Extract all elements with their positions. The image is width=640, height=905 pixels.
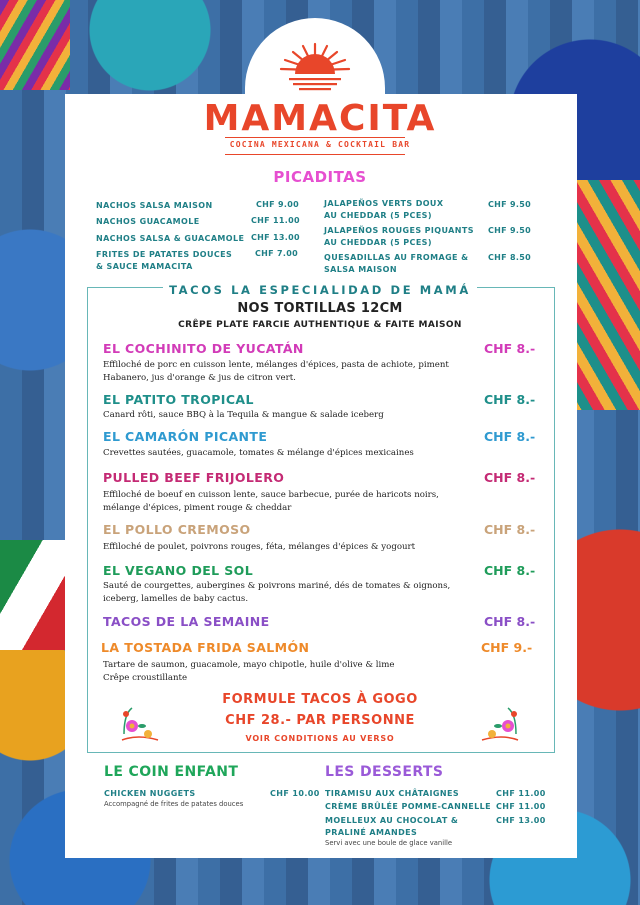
sun-logo-icon bbox=[275, 40, 355, 96]
taco-name: PULLED BEEF FRIJOLERO bbox=[103, 470, 285, 485]
taco-price: CHF 8.- bbox=[484, 563, 536, 578]
taco-description: Effiloché de boeuf en cuisson lente, sauce barbecue, purée de haricots noirs, bbox=[103, 490, 439, 500]
taco-name: EL VEGANO DEL SOL bbox=[103, 563, 254, 578]
taco-description-line2: Habanero, jus d'orange & jus de citron vert. bbox=[103, 373, 296, 383]
picadita-price: CHF 11.00 bbox=[251, 216, 300, 225]
dessert-price: CHF 13.00 bbox=[496, 816, 546, 825]
dessert-item: CRÈME BRÛLÉE POMME-CANNELLE bbox=[325, 802, 492, 811]
picadita-item: NACHOS SALSA MAISON bbox=[96, 201, 213, 210]
taco-name: EL PATITO TROPICAL bbox=[103, 392, 254, 407]
formule-title: FORMULE TACOS À GOGO bbox=[222, 692, 418, 707]
taco-price: CHF 9.- bbox=[481, 640, 533, 655]
desserts-title: LES DESSERTS bbox=[325, 764, 444, 780]
taco-price: CHF 8.- bbox=[484, 614, 536, 629]
picadita-item-line2: AU CHEDDAR (5 PCES) bbox=[324, 238, 432, 247]
dessert-note: Servi avec une boule de glace vanille bbox=[325, 839, 453, 847]
picadita-price: CHF 8.50 bbox=[488, 253, 531, 262]
picadita-item: FRITES DE PATATES DOUCES bbox=[96, 250, 233, 259]
taco-price: CHF 8.- bbox=[484, 392, 536, 407]
taco-price: CHF 8.- bbox=[484, 341, 536, 356]
taco-price: CHF 8.- bbox=[484, 429, 536, 444]
taco-name: TACOS DE LA SEMAINE bbox=[103, 614, 270, 629]
picadita-item-line2: & SAUCE MAMACITA bbox=[96, 262, 193, 271]
decorative-textile bbox=[0, 0, 70, 90]
picadita-price: CHF 13.00 bbox=[251, 233, 300, 242]
flower-ornament-icon bbox=[118, 704, 162, 744]
picadita-price: CHF 9.00 bbox=[256, 200, 299, 209]
coin-enfant-title: LE COIN ENFANT bbox=[104, 764, 239, 780]
dessert-item: TIRAMISU AUX CHÂTAIGNES bbox=[325, 789, 459, 798]
taco-name: EL POLLO CREMOSO bbox=[103, 522, 251, 537]
taco-description-line2: Crêpe croustillante bbox=[103, 673, 188, 683]
taco-price: CHF 8.- bbox=[484, 470, 536, 485]
tacos-heading-text: TACOS LA ESPECIALIDAD DE MAMÁ bbox=[163, 283, 477, 297]
mexican-flag-decoration bbox=[0, 540, 66, 650]
taco-description: Crevettes sautées, guacamole, tomates & mélange d'épices mexicaines bbox=[103, 448, 414, 458]
taco-description: Tartare de saumon, guacamole, mayo chipotle, huile d'olive & lime bbox=[103, 660, 395, 670]
taco-name: LA TOSTADA FRIDA SALMÓN bbox=[101, 640, 310, 655]
picadita-item: JALAPEÑOS VERTS DOUX bbox=[324, 199, 444, 208]
taco-name: EL CAMARÓN PICANTE bbox=[103, 429, 268, 444]
brand-tagline: COCINA MEXICANA & COCKTAIL BAR bbox=[229, 140, 411, 149]
picadita-item-line2: SALSA MAISON bbox=[324, 265, 397, 274]
dessert-price: CHF 11.00 bbox=[496, 789, 546, 798]
dessert-item: MOELLEUX AU CHOCOLAT & bbox=[325, 816, 459, 825]
picadita-item: NACHOS SALSA & GUACAMOLE bbox=[96, 234, 245, 243]
taco-description: Canard rôti, sauce BBQ à la Tequila & mangue & salade iceberg bbox=[103, 410, 384, 420]
taco-description: Effiloché de porc en cuisson lente, mélanges d'épices, pasta de achiote, piment bbox=[103, 360, 449, 370]
dessert-price: CHF 11.00 bbox=[496, 802, 546, 811]
kids-item: CHICKEN NUGGETS bbox=[104, 789, 196, 798]
taco-description-line2: iceberg, lamelles de baby cactus. bbox=[103, 594, 249, 604]
formule-note: VOIR CONDITIONS AU VERSO bbox=[245, 734, 395, 743]
picadita-item: JALAPEÑOS ROUGES PIQUANTS bbox=[324, 226, 474, 235]
taco-price: CHF 8.- bbox=[484, 522, 536, 537]
picadita-item: NACHOS GUACAMOLE bbox=[96, 217, 200, 226]
picadita-price: CHF 9.50 bbox=[488, 200, 531, 209]
tortillas-title: NOS TORTILLAS 12CM bbox=[237, 301, 403, 316]
tacos-heading bbox=[0, 279, 640, 298]
taco-description: Effiloché de poulet, poivrons rouges, féta, mélanges d'épices & yogourt bbox=[103, 542, 416, 552]
taco-name: EL COCHINITO DE YUCATÁN bbox=[103, 341, 304, 356]
picadita-price: CHF 7.00 bbox=[255, 249, 298, 258]
brand-name: MAMACITA bbox=[203, 98, 437, 139]
picadita-item: QUESADILLAS AU FROMAGE & bbox=[324, 253, 469, 262]
picadita-item-line2: AU CHEDDAR (5 PCES) bbox=[324, 211, 432, 220]
kids-price: CHF 10.00 bbox=[270, 789, 320, 798]
taco-description-line2: mélange d'épices, piment rouge & cheddar bbox=[103, 503, 292, 513]
picadita-price: CHF 9.50 bbox=[488, 226, 531, 235]
dessert-item-line2: PRALINÉ AMANDES bbox=[325, 828, 418, 837]
tortillas-subtitle: CRÊPE PLATE FARCIE AUTHENTIQUE & FAITE MAISON bbox=[178, 320, 462, 330]
flower-ornament-icon bbox=[478, 704, 522, 744]
formule-price: CHF 28.- PAR PERSONNE bbox=[225, 713, 415, 728]
taco-description: Sauté de courgettes, aubergines & poivrons mariné, dés de tomates & oignons, bbox=[103, 581, 451, 591]
kids-note: Accompagné de frites de patates douces bbox=[104, 800, 244, 808]
picaditas-title: PICADITAS bbox=[273, 168, 367, 186]
